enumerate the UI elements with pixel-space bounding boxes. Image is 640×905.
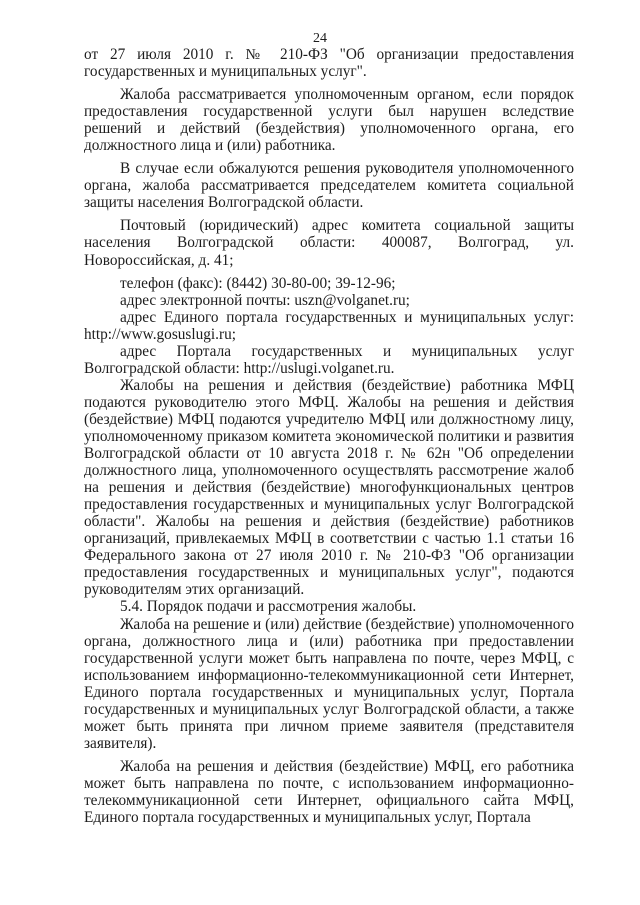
document-body (84, 46, 574, 826)
paragraph-postal-address: Почтовый (юридический) адрес комитета социальной защиты населения Волгоградской области: 400087, Волгоград, ул. Новороссийская, д. 41; (84, 217, 574, 269)
paragraph-complaint-authority: Жалоба рассматривается уполномоченным органом, если порядок предоставления государственной услуги был нарушен вследствие решений и действий (бездействия) уполномоченного органа, его должностного лица и (или) работника. (84, 86, 574, 155)
paragraph-phone: телефон (факс): (8442) 30-80-00; 39-12-96; (120, 274, 396, 292)
page-number: 24 (313, 31, 327, 46)
paragraph-gosuslugi-portal: адрес Единого портала государственных и муниципальных услуг: http://www.gosuslugi.ru; (84, 308, 574, 343)
paragraph-complaint-channels: Жалоба на решение и (или) действие (бездействие) уполномоченного органа, должностного лица и (или) работника при предоставлении государственной услуги может быть направлена по почте, через МФЦ, с использованием информационно-телекоммуникационной сети Интернет, Единого портала государственных и муниципальных услуг, Портала государственных и муниципальных услуг Волгоградской области, а также может быть принята при личном приеме заявителя (представителя заявителя). (84, 615, 574, 752)
paragraph-regional-portal: адрес Портала государственных и муниципальных услуг Волгоградской области: http://uslugi.volganet.ru. (84, 342, 574, 377)
section-heading-5-4: 5.4. Порядок подачи и рассмотрения жалобы. (120, 598, 417, 616)
paragraph-law-reference: от 27 июля 2010 г. № 210-ФЗ "Об организации предоставления государственных и муниципальных услуг". (84, 46, 574, 81)
paragraph-head-complaint: В случае если обжалуются решения руководителя уполномоченного органа, жалоба рассматривается председателем комитета социальной защиты населения Волгоградской области. (84, 160, 574, 212)
paragraph-mfc-channels: Жалоба на решения и действия (бездействие) МФЦ, его работника может быть направлена по почте, с использованием информационно-телекоммуникационной сети Интернет, официального сайта МФЦ, Единого портала государственных и муниципальных услуг, Портала (84, 757, 574, 827)
paragraph-email: адрес электронной почты: uszn@volganet.ru; (120, 291, 410, 309)
paragraph-mfc-complaints: Жалобы на решения и действия (бездействие) работника МФЦ подаются руководителю этого МФЦ. Жалобы на решения и действия (бездействие) МФЦ подаются учредителю МФЦ или должностному лицу, уполномоченному приказом комитета экономической политики и развития Волгоградской области от 10 августа 2018 г. № 62н "Об определении должностного лица, уполномоченного осуществлять рассмотрение жалоб на решения и действия (бездействие) многофункциональных центров предоставления государственных и муниципальных услуг Волгоградской области". Жалобы на решения и действия (бездействие) работников организаций, привлекаемых МФЦ в соответствии с частью 1.1 статьи 16 Федерального закона от 27 июля 2010 г. № 210-ФЗ "Об организации предоставления государственных и муниципальных услуг", подаются руководителям этих организаций. (84, 376, 574, 599)
